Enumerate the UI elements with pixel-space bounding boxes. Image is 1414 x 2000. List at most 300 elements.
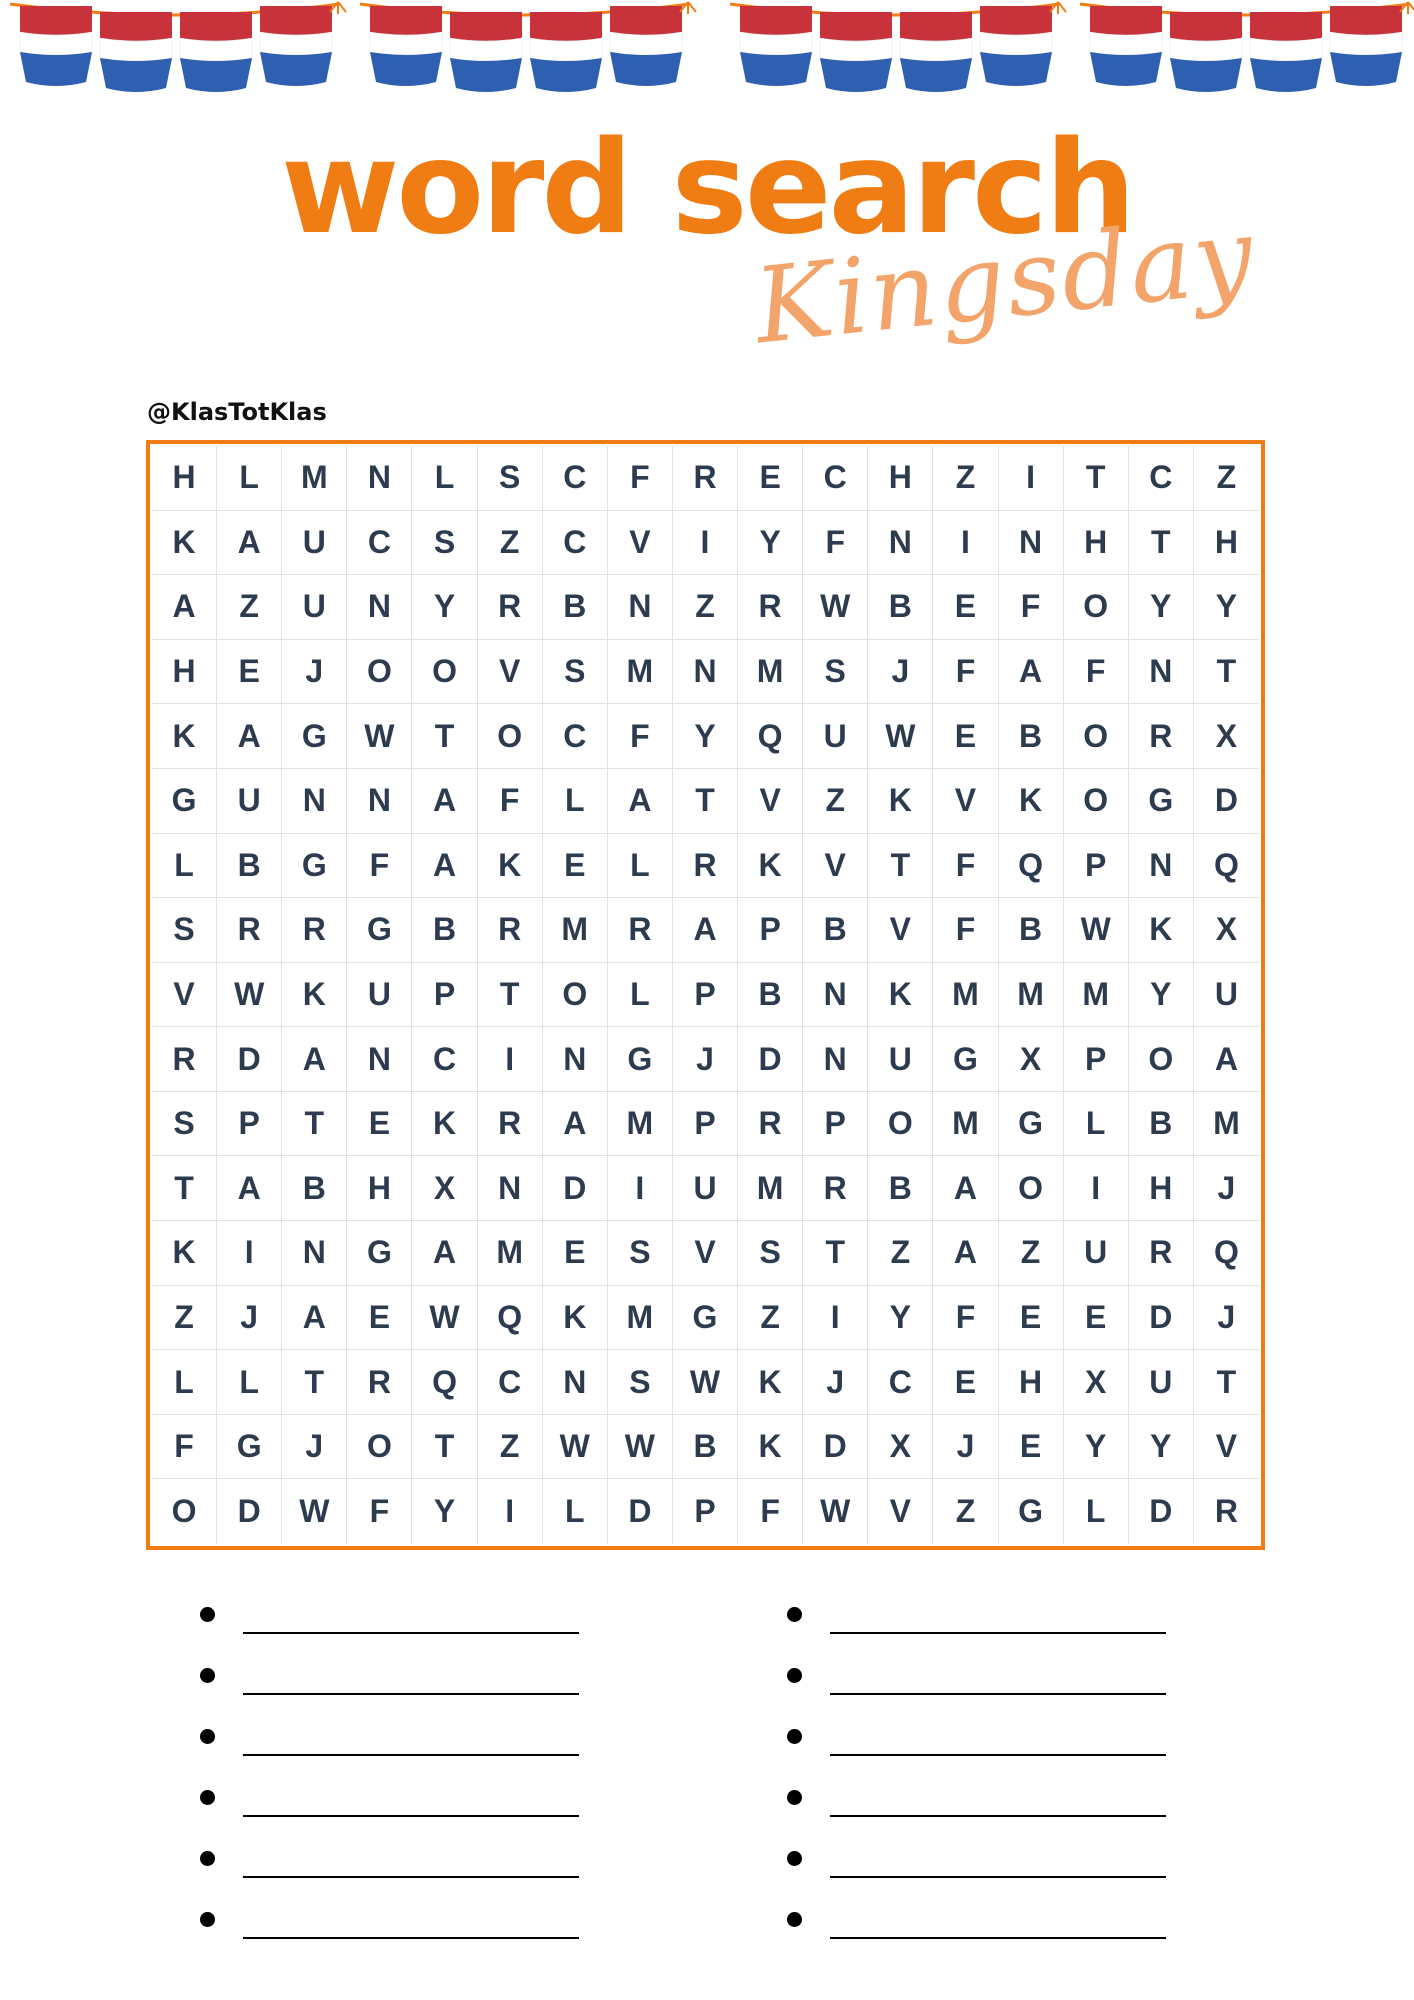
grid-cell[interactable]: F: [933, 898, 998, 963]
grid-cell[interactable]: T: [868, 834, 933, 899]
grid-cell[interactable]: G: [282, 834, 347, 899]
grid-cell[interactable]: K: [282, 963, 347, 1028]
grid-cell[interactable]: G: [933, 1027, 998, 1092]
grid-cell[interactable]: J: [1194, 1156, 1259, 1221]
grid-cell[interactable]: W: [673, 1350, 738, 1415]
grid-cell[interactable]: Z: [673, 575, 738, 640]
grid-cell[interactable]: N: [673, 640, 738, 705]
grid-cell[interactable]: A: [282, 1286, 347, 1351]
grid-cell[interactable]: Q: [738, 704, 803, 769]
grid-cell[interactable]: C: [347, 511, 412, 576]
grid-cell[interactable]: T: [412, 1415, 477, 1480]
grid-cell[interactable]: V: [152, 963, 217, 1028]
grid-cell[interactable]: A: [412, 769, 477, 834]
grid-cell[interactable]: U: [803, 704, 868, 769]
grid-cell[interactable]: N: [347, 769, 412, 834]
grid-cell[interactable]: T: [282, 1092, 347, 1157]
grid-cell[interactable]: N: [608, 575, 673, 640]
grid-cell[interactable]: O: [412, 640, 477, 705]
grid-cell[interactable]: A: [543, 1092, 608, 1157]
grid-cell[interactable]: P: [217, 1092, 282, 1157]
grid-cell[interactable]: E: [1064, 1286, 1129, 1351]
grid-cell[interactable]: G: [1129, 769, 1194, 834]
grid-cell[interactable]: S: [608, 1221, 673, 1286]
grid-cell[interactable]: P: [673, 963, 738, 1028]
grid-cell[interactable]: Y: [738, 511, 803, 576]
grid-cell[interactable]: D: [803, 1415, 868, 1480]
grid-cell[interactable]: R: [1214, 1493, 1238, 1530]
grid-cell[interactable]: U: [282, 575, 347, 640]
grid-cell[interactable]: F: [347, 1479, 412, 1544]
grid-cell[interactable]: M: [1064, 963, 1129, 1028]
grid-cell[interactable]: Q: [1194, 1221, 1259, 1286]
grid-cell[interactable]: N: [1129, 640, 1194, 705]
grid-cell[interactable]: P: [412, 963, 477, 1028]
grid-cell[interactable]: A: [217, 704, 282, 769]
grid-cell[interactable]: B: [282, 1156, 347, 1221]
grid-cell[interactable]: D: [543, 1156, 608, 1221]
grid-cell[interactable]: J: [217, 1286, 282, 1351]
grid-cell[interactable]: G: [217, 1415, 282, 1480]
grid-cell[interactable]: L: [1064, 1479, 1129, 1544]
grid-cell[interactable]: L: [217, 1350, 282, 1415]
grid-cell[interactable]: A: [217, 511, 282, 576]
grid-cell[interactable]: U: [868, 1027, 933, 1092]
grid-cell[interactable]: V: [933, 769, 998, 834]
grid-cell[interactable]: C: [478, 1350, 543, 1415]
grid-cell[interactable]: K: [412, 1092, 477, 1157]
grid-cell[interactable]: S: [738, 1221, 803, 1286]
answer-blank-line[interactable]: [243, 1876, 579, 1878]
grid-cell[interactable]: M: [543, 898, 608, 963]
grid-cell[interactable]: K: [868, 769, 933, 834]
grid-cell[interactable]: Y: [1129, 1415, 1194, 1480]
grid-cell[interactable]: K: [152, 511, 217, 576]
grid-cell[interactable]: W: [608, 1415, 673, 1480]
grid-cell[interactable]: M: [608, 1092, 673, 1157]
answer-blank-line[interactable]: [243, 1632, 579, 1634]
grid-cell[interactable]: B: [673, 1415, 738, 1480]
grid-cell[interactable]: C: [803, 446, 868, 511]
grid-cell[interactable]: R: [478, 575, 543, 640]
answer-blank-line[interactable]: [243, 1754, 579, 1756]
grid-cell[interactable]: Y: [1194, 575, 1259, 640]
grid-cell[interactable]: E: [347, 1286, 412, 1351]
grid-cell[interactable]: B: [543, 575, 608, 640]
grid-cell[interactable]: S: [412, 511, 477, 576]
grid-cell[interactable]: P: [1064, 834, 1129, 899]
grid-cell[interactable]: O: [1064, 769, 1129, 834]
grid-cell[interactable]: F: [1064, 640, 1129, 705]
grid-cell[interactable]: R: [673, 446, 738, 511]
grid-cell[interactable]: H: [1194, 511, 1259, 576]
grid-cell[interactable]: B: [803, 898, 868, 963]
grid-cell[interactable]: V: [478, 640, 543, 705]
grid-cell[interactable]: Z: [803, 769, 868, 834]
grid-cell[interactable]: P: [738, 898, 803, 963]
grid-cell[interactable]: N: [868, 511, 933, 576]
grid-cell[interactable]: N: [282, 769, 347, 834]
grid-cell[interactable]: F: [738, 1479, 803, 1544]
grid-cell[interactable]: T: [1064, 446, 1129, 511]
grid-cell[interactable]: O: [478, 704, 543, 769]
grid-cell[interactable]: U: [673, 1156, 738, 1221]
grid-cell[interactable]: U: [347, 963, 412, 1028]
answer-blank-line[interactable]: [830, 1937, 1166, 1939]
grid-cell[interactable]: Z: [933, 1479, 998, 1544]
grid-cell[interactable]: R: [478, 898, 543, 963]
grid-cell[interactable]: V: [803, 834, 868, 899]
grid-cell[interactable]: M: [608, 1286, 673, 1351]
grid-cell[interactable]: A: [933, 1221, 998, 1286]
grid-cell[interactable]: W: [803, 1479, 868, 1544]
grid-cell[interactable]: K: [152, 704, 217, 769]
grid-cell[interactable]: L: [608, 834, 673, 899]
grid-cell[interactable]: U: [1064, 1221, 1129, 1286]
grid-cell[interactable]: A: [217, 1156, 282, 1221]
grid-cell[interactable]: S: [608, 1350, 673, 1415]
grid-cell[interactable]: U: [217, 769, 282, 834]
grid-cell[interactable]: K: [478, 834, 543, 899]
grid-cell[interactable]: X: [412, 1156, 477, 1221]
grid-cell[interactable]: A: [1194, 1027, 1259, 1092]
grid-cell[interactable]: F: [608, 704, 673, 769]
grid-cell[interactable]: G: [152, 769, 217, 834]
grid-cell[interactable]: X: [868, 1415, 933, 1480]
grid-cell[interactable]: X: [1194, 898, 1259, 963]
answer-blank-line[interactable]: [830, 1876, 1166, 1878]
grid-cell[interactable]: R: [1129, 1221, 1194, 1286]
grid-cell[interactable]: Z: [478, 511, 543, 576]
grid-cell[interactable]: C: [1129, 446, 1194, 511]
answer-blank-line[interactable]: [830, 1754, 1166, 1756]
grid-cell[interactable]: N: [999, 511, 1064, 576]
grid-cell[interactable]: V: [868, 1479, 933, 1544]
grid-cell[interactable]: H: [152, 446, 217, 511]
grid-cell[interactable]: V: [868, 898, 933, 963]
grid-cell[interactable]: F: [933, 834, 998, 899]
grid-cell[interactable]: K: [738, 1350, 803, 1415]
grid-cell[interactable]: Y: [868, 1286, 933, 1351]
grid-cell[interactable]: R: [803, 1156, 868, 1221]
grid-cell[interactable]: Z: [217, 575, 282, 640]
grid-cell[interactable]: V: [673, 1221, 738, 1286]
grid-cell[interactable]: F: [933, 640, 998, 705]
grid-cell[interactable]: V: [738, 769, 803, 834]
grid-cell[interactable]: A: [412, 1221, 477, 1286]
grid-cell[interactable]: N: [347, 446, 412, 511]
grid-cell[interactable]: U: [1194, 963, 1259, 1028]
grid-cell[interactable]: X: [999, 1027, 1064, 1092]
grid-cell[interactable]: N: [282, 1221, 347, 1286]
grid-cell[interactable]: B: [999, 898, 1064, 963]
grid-cell[interactable]: N: [543, 1027, 608, 1092]
grid-cell[interactable]: Q: [1194, 834, 1259, 899]
grid-cell[interactable]: G: [282, 704, 347, 769]
grid-cell[interactable]: B: [217, 834, 282, 899]
grid-cell[interactable]: I: [933, 511, 998, 576]
grid-cell[interactable]: M: [738, 1156, 803, 1221]
grid-cell[interactable]: O: [1064, 575, 1129, 640]
grid-cell[interactable]: O: [1064, 704, 1129, 769]
grid-cell[interactable]: Z: [868, 1221, 933, 1286]
grid-cell[interactable]: J: [1194, 1286, 1259, 1351]
grid-cell[interactable]: E: [347, 1092, 412, 1157]
grid-cell[interactable]: B: [1129, 1092, 1194, 1157]
grid-cell[interactable]: H: [347, 1156, 412, 1221]
grid-cell[interactable]: F: [803, 511, 868, 576]
grid-cell[interactable]: K: [1129, 898, 1194, 963]
grid-cell[interactable]: W: [282, 1479, 347, 1544]
grid-cell[interactable]: I: [478, 1027, 543, 1092]
grid-cell[interactable]: N: [803, 1027, 868, 1092]
grid-cell[interactable]: J: [803, 1350, 868, 1415]
grid-cell[interactable]: Y: [412, 1479, 477, 1544]
grid-cell[interactable]: G: [999, 1479, 1064, 1544]
grid-cell[interactable]: L: [543, 1479, 608, 1544]
grid-cell[interactable]: T: [803, 1221, 868, 1286]
grid-cell[interactable]: K: [738, 1415, 803, 1480]
grid-cell[interactable]: G: [608, 1027, 673, 1092]
grid-cell[interactable]: I: [1064, 1156, 1129, 1221]
grid-cell[interactable]: U: [1129, 1350, 1194, 1415]
answer-blank-line[interactable]: [243, 1693, 579, 1695]
grid-cell[interactable]: S: [152, 898, 217, 963]
grid-cell[interactable]: M: [282, 446, 347, 511]
grid-cell[interactable]: M: [608, 640, 673, 705]
grid-cell[interactable]: N: [347, 1027, 412, 1092]
grid-cell[interactable]: Z: [738, 1286, 803, 1351]
grid-cell[interactable]: E: [738, 446, 803, 511]
grid-cell[interactable]: O: [543, 963, 608, 1028]
grid-cell[interactable]: H: [152, 640, 217, 705]
grid-cell[interactable]: K: [543, 1286, 608, 1351]
grid-cell[interactable]: E: [999, 1415, 1064, 1480]
grid-cell[interactable]: Q: [412, 1350, 477, 1415]
grid-cell[interactable]: L: [412, 446, 477, 511]
grid-cell[interactable]: A: [152, 575, 217, 640]
grid-cell[interactable]: D: [738, 1027, 803, 1092]
grid-cell[interactable]: N: [347, 575, 412, 640]
grid-cell[interactable]: J: [933, 1415, 998, 1480]
grid-cell[interactable]: E: [543, 834, 608, 899]
grid-cell[interactable]: R: [152, 1027, 217, 1092]
grid-cell[interactable]: V: [608, 511, 673, 576]
grid-cell[interactable]: B: [412, 898, 477, 963]
grid-cell[interactable]: H: [999, 1350, 1064, 1415]
grid-cell[interactable]: F: [933, 1286, 998, 1351]
grid-cell[interactable]: J: [868, 640, 933, 705]
grid-cell[interactable]: R: [347, 1350, 412, 1415]
grid-cell[interactable]: R: [738, 575, 803, 640]
grid-cell[interactable]: N: [1129, 834, 1194, 899]
grid-cell[interactable]: J: [673, 1027, 738, 1092]
grid-cell[interactable]: C: [412, 1027, 477, 1092]
grid-cell[interactable]: J: [282, 640, 347, 705]
grid-cell[interactable]: W: [543, 1415, 608, 1480]
grid-cell[interactable]: Y: [673, 704, 738, 769]
grid-cell[interactable]: M: [999, 963, 1064, 1028]
grid-cell[interactable]: Z: [478, 1415, 543, 1480]
grid-cell[interactable]: R: [478, 1092, 543, 1157]
grid-cell[interactable]: Y: [1129, 963, 1194, 1028]
grid-cell[interactable]: A: [673, 898, 738, 963]
grid-cell[interactable]: W: [412, 1286, 477, 1351]
answer-blank-line[interactable]: [830, 1632, 1166, 1634]
grid-cell[interactable]: R: [282, 898, 347, 963]
grid-cell[interactable]: H: [868, 446, 933, 511]
grid-cell[interactable]: O: [152, 1479, 217, 1544]
grid-cell[interactable]: D: [217, 1027, 282, 1092]
grid-cell[interactable]: H: [1129, 1156, 1194, 1221]
grid-cell[interactable]: E: [933, 1350, 998, 1415]
answer-blank-line[interactable]: [243, 1815, 579, 1817]
grid-cell[interactable]: F: [608, 446, 673, 511]
grid-cell[interactable]: C: [543, 446, 608, 511]
grid-cell[interactable]: I: [608, 1156, 673, 1221]
grid-cell[interactable]: Z: [999, 1221, 1064, 1286]
grid-cell[interactable]: E: [933, 575, 998, 640]
grid-cell[interactable]: J: [282, 1415, 347, 1480]
grid-cell[interactable]: W: [1064, 898, 1129, 963]
grid-cell[interactable]: G: [347, 898, 412, 963]
grid-cell[interactable]: F: [478, 769, 543, 834]
grid-cell[interactable]: M: [1194, 1092, 1259, 1157]
grid-cell[interactable]: G: [347, 1221, 412, 1286]
grid-cell[interactable]: R: [738, 1092, 803, 1157]
grid-cell[interactable]: W: [217, 963, 282, 1028]
grid-cell[interactable]: M: [933, 1092, 998, 1157]
grid-cell[interactable]: B: [868, 1156, 933, 1221]
grid-cell[interactable]: L: [152, 834, 217, 899]
grid-cell[interactable]: D: [1194, 769, 1259, 834]
grid-cell[interactable]: A: [999, 640, 1064, 705]
grid-cell[interactable]: L: [543, 769, 608, 834]
grid-cell[interactable]: T: [673, 769, 738, 834]
grid-cell[interactable]: U: [282, 511, 347, 576]
grid-cell[interactable]: Y: [412, 575, 477, 640]
grid-cell[interactable]: P: [673, 1092, 738, 1157]
grid-cell[interactable]: Z: [933, 446, 998, 511]
grid-cell[interactable]: E: [543, 1221, 608, 1286]
grid-cell[interactable]: S: [152, 1092, 217, 1157]
grid-cell[interactable]: B: [868, 575, 933, 640]
grid-cell[interactable]: T: [1194, 1350, 1259, 1415]
grid-cell[interactable]: I: [217, 1221, 282, 1286]
grid-cell[interactable]: Q: [478, 1286, 543, 1351]
grid-cell[interactable]: L: [152, 1350, 217, 1415]
grid-cell[interactable]: A: [282, 1027, 347, 1092]
grid-cell[interactable]: T: [478, 963, 543, 1028]
grid-cell[interactable]: L: [608, 963, 673, 1028]
grid-cell[interactable]: C: [543, 511, 608, 576]
grid-cell[interactable]: O: [1129, 1027, 1194, 1092]
grid-cell[interactable]: B: [999, 704, 1064, 769]
grid-cell[interactable]: D: [608, 1479, 673, 1544]
grid-cell[interactable]: P: [803, 1092, 868, 1157]
grid-cell[interactable]: X: [1064, 1350, 1129, 1415]
grid-cell[interactable]: R: [673, 834, 738, 899]
grid-cell[interactable]: R: [608, 898, 673, 963]
grid-cell[interactable]: M: [933, 963, 998, 1028]
answer-blank-line[interactable]: [243, 1937, 579, 1939]
grid-cell[interactable]: I: [803, 1286, 868, 1351]
grid-cell[interactable]: T: [1129, 511, 1194, 576]
grid-cell[interactable]: G: [673, 1286, 738, 1351]
grid-cell[interactable]: C: [868, 1350, 933, 1415]
grid-cell[interactable]: T: [1194, 640, 1259, 705]
grid-cell[interactable]: M: [738, 640, 803, 705]
grid-cell[interactable]: R: [1129, 704, 1194, 769]
grid-cell[interactable]: E: [217, 640, 282, 705]
grid-cell[interactable]: L: [1064, 1092, 1129, 1157]
grid-cell[interactable]: N: [543, 1350, 608, 1415]
grid-cell[interactable]: L: [217, 446, 282, 511]
grid-cell[interactable]: D: [1129, 1286, 1194, 1351]
grid-cell[interactable]: S: [543, 640, 608, 705]
grid-cell[interactable]: E: [999, 1286, 1064, 1351]
grid-cell[interactable]: T: [152, 1156, 217, 1221]
grid-cell[interactable]: W: [347, 704, 412, 769]
grid-cell[interactable]: O: [347, 640, 412, 705]
grid-cell[interactable]: V: [1194, 1415, 1259, 1480]
grid-cell[interactable]: A: [933, 1156, 998, 1221]
grid-cell[interactable]: E: [933, 704, 998, 769]
grid-cell[interactable]: Z: [152, 1286, 217, 1351]
grid-cell[interactable]: P: [1064, 1027, 1129, 1092]
grid-cell[interactable]: K: [868, 963, 933, 1028]
grid-cell[interactable]: I: [478, 1479, 543, 1544]
grid-cell[interactable]: S: [803, 640, 868, 705]
grid-cell[interactable]: F: [999, 575, 1064, 640]
grid-cell[interactable]: O: [999, 1156, 1064, 1221]
grid-cell[interactable]: N: [478, 1156, 543, 1221]
grid-cell[interactable]: Z: [1194, 446, 1259, 511]
grid-cell[interactable]: H: [1064, 511, 1129, 576]
grid-cell[interactable]: R: [217, 898, 282, 963]
grid-cell[interactable]: K: [738, 834, 803, 899]
grid-cell[interactable]: X: [1194, 704, 1259, 769]
grid-cell[interactable]: Y: [1064, 1415, 1129, 1480]
grid-cell[interactable]: W: [803, 575, 868, 640]
grid-cell[interactable]: T: [282, 1350, 347, 1415]
grid-cell[interactable]: A: [412, 834, 477, 899]
grid-cell[interactable]: I: [673, 511, 738, 576]
grid-cell[interactable]: D: [1129, 1479, 1194, 1544]
grid-cell[interactable]: B: [738, 963, 803, 1028]
grid-cell[interactable]: O: [347, 1415, 412, 1480]
answer-blank-line[interactable]: [830, 1815, 1166, 1817]
grid-cell[interactable]: K: [152, 1221, 217, 1286]
grid-cell[interactable]: Q: [999, 834, 1064, 899]
grid-cell[interactable]: O: [868, 1092, 933, 1157]
grid-cell[interactable]: A: [608, 769, 673, 834]
grid-cell[interactable]: F: [347, 834, 412, 899]
grid-cell[interactable]: K: [999, 769, 1064, 834]
grid-cell[interactable]: Y: [1129, 575, 1194, 640]
grid-cell[interactable]: W: [868, 704, 933, 769]
grid-cell[interactable]: T: [412, 704, 477, 769]
answer-blank-line[interactable]: [830, 1693, 1166, 1695]
grid-cell[interactable]: C: [543, 704, 608, 769]
grid-cell[interactable]: F: [152, 1415, 217, 1480]
grid-cell[interactable]: N: [803, 963, 868, 1028]
grid-cell[interactable]: G: [999, 1092, 1064, 1157]
grid-cell[interactable]: D: [217, 1479, 282, 1544]
grid-cell[interactable]: I: [999, 446, 1064, 511]
grid-cell[interactable]: S: [478, 446, 543, 511]
grid-cell[interactable]: M: [478, 1221, 543, 1286]
